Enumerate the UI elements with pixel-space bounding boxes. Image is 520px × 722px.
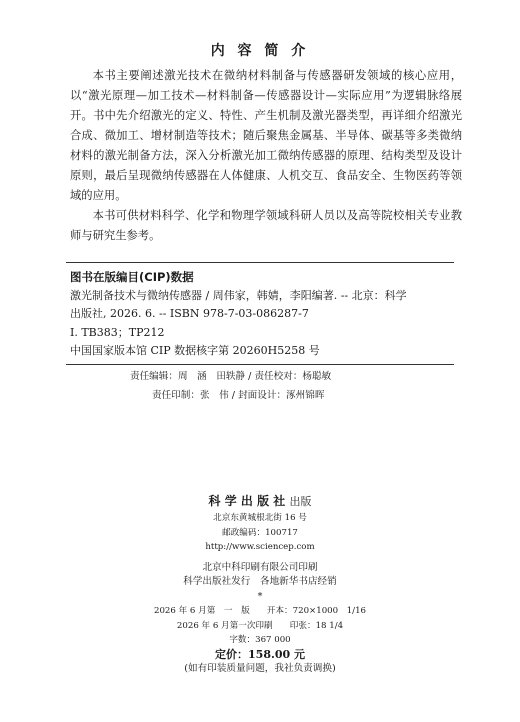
publisher-postcode: 邮政编码：100717 [222, 527, 298, 538]
cip-line: I. TB383；TP212 [70, 325, 165, 339]
price: 定价：158.00 元 [215, 647, 305, 661]
publisher-line [0, 492, 520, 511]
separator-star: * [257, 590, 263, 602]
summary-paragraph: 本书可供材料科学、化学和物理学领域科研人员以及高等院校相关专业教师与研究生参考。 [70, 209, 462, 242]
publisher-verb: 出版 [289, 495, 312, 508]
book-summary [70, 66, 462, 246]
printing-line: 2026 年 6 月第一次印刷 印张：18 1/4 [176, 620, 344, 631]
publisher-website: http://www.sciencep.com [205, 542, 315, 552]
quality-notice: (如有印装质量问题，我社负责调换) [184, 663, 336, 674]
distribution-line: 科学出版社发行 各地新华书店经销 [183, 576, 337, 587]
cip-block [70, 268, 460, 361]
page-title: 内 容 简 介 [210, 43, 310, 59]
edition-line: 2026 年 6 月第 一 版 开本：720×1000 1/16 [153, 606, 367, 616]
cip-line: 出版社, 2026. 6. -- ISBN 978-7-03-086287-7 [70, 307, 309, 321]
divider-bottom [66, 364, 454, 365]
publisher-name: 科 学 出 版 社 [208, 494, 286, 508]
publisher-block [0, 492, 520, 677]
word-count: 字数：367 000 [229, 635, 291, 645]
publisher-address: 北京东黄城根北街 16 号 [213, 513, 307, 523]
cip-line: 激光制备技术与微纳传感器 / 周伟家，韩婧，李阳编著. -- 北京：科学 [70, 288, 407, 302]
credits-production: 责任印制：张 伟 / 封面设计：涿州锦晖 [152, 390, 325, 401]
cip-heading: 图书在版编目(CIP)数据 [70, 270, 194, 284]
printer-line: 北京中科印刷有限公司印刷 [202, 561, 318, 573]
divider-top [66, 262, 454, 263]
credits-block [130, 367, 470, 405]
cip-line: 中国国家版本馆 CIP 数据核字第 20260H5258 号 [70, 344, 320, 358]
summary-paragraph: 本书主要阐述激光技术在微纳材料制备与传感器研发领域的核心应用，以“激光原理—加工技术—材料制备—传感器设计—实际应用”为逻辑脉络展开。书中先介绍激光的定义、特性、产生机制及激光器类型，再详细介绍激光合成、微加工、增材制造等技术；随后聚焦金属基、半导体、碳基等多类微纳材料的激光制备方法，深入分析激光加工微纳传感器的原理、结构类型及设计原则，最后呈现微纳传感器在人体健康、人机交互、食品安全、生物医药等领域的应用。 [70, 69, 462, 202]
credits-editors: 责任编辑：周 涵 田轶静 / 责任校对：杨聪敏 [130, 371, 332, 382]
